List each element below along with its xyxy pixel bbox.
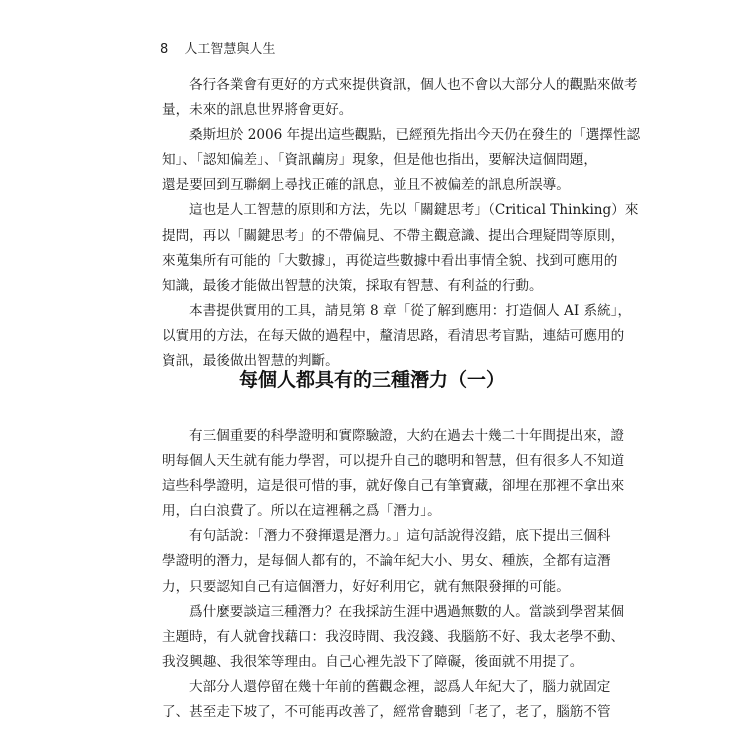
section-heading: 每個人都具有的三種潛力（一）	[238, 369, 505, 391]
text-line: 各行各業會有更好的方式來提供資訊，個人也不會以大部分人的觀點來做考	[189, 77, 638, 93]
text-line: 資訊，最後做出智慧的判斷。	[162, 353, 339, 370]
text-line: 知識，最後才能做出智慧的決策，採取有智慧、有利益的行動。	[162, 277, 543, 294]
running-header	[160, 38, 275, 57]
body-text-part2	[162, 424, 625, 725]
book-title: 人工智慧與人生	[184, 42, 276, 57]
text-line: 以實用的方法，在每天做的過程中，釐清思路，看清思考盲點，連結可應用的	[162, 327, 625, 344]
text-line: 來蒐集所有可能的「大數據」，再從這些數據中看出事情全貌、找到可應用的	[162, 252, 618, 269]
text-line: 有句話說：「潛力不發揮還是潛力。」這句話說得沒錯，底下提出三個科	[189, 528, 611, 545]
text-line: 爲什麼要談這三種潛力？在我採訪生涯中遇過無數的人。當談到學習某個	[189, 603, 624, 620]
text-line: 本書提供實用的工具，請見第 8 章「從了解到應用：打造個人 AI 系統」，	[189, 302, 632, 319]
text-line: 學證明的潛力，是每個人都有的，不論年紀大小、男女、種族，全都有這潛	[162, 553, 611, 570]
body-text-part1	[162, 73, 641, 374]
text-line: 明每個人天生就有能力學習，可以提升自己的聰明和智慧，但有很多人不知道	[162, 453, 625, 470]
text-line: 了、甚至走下坡了，不可能再改善了，經常會聽到「老了，老了，腦筋不管	[162, 704, 611, 721]
text-line: 桑斯坦於 2006 年提出這些觀點，已經預先指出今天仍在發生的「選擇性認	[189, 127, 641, 144]
text-line: 提問，再以「關鍵思考」的不帶偏見、不帶主觀意識、提出合理疑問等原則，	[162, 227, 625, 244]
text-line: 量，未來的訊息世界將會更好。	[162, 102, 353, 119]
text-line: 有三個重要的科學證明和實際驗證，大約在過去十幾二十年間提出來，證	[189, 428, 624, 444]
text-line: 這些科學證明，這是很可惜的事，就好像自己有筆寶藏，卻埋在那裡不拿出來	[162, 478, 625, 495]
text-line: 用，白白浪費了。所以在這裡稱之爲「潛力」。	[162, 503, 441, 520]
page-number: 8	[160, 42, 169, 57]
text-line: 這也是人工智慧的原則和方法，先以「關鍵思考」（Critical Thinking）來	[189, 202, 639, 219]
text-line: 主題時，有人就會找藉口：我沒時間、我沒錢、我腦筋不好、我太老學不動、	[162, 628, 625, 645]
text-line: 力，只要認知自己有這個潛力，好好利用它，就有無限發揮的可能。	[162, 578, 570, 595]
text-line: 知」、「認知偏差」、「資訊繭房」現象，但是他也指出，要解決這個問題，	[162, 152, 597, 169]
text-line: 我沒興趣、我很笨等理由。自己心裡先設下了障礙，後面就不用提了。	[162, 653, 584, 670]
text-line: 大部分人還停留在幾十年前的舊觀念裡，認爲人年紀大了，腦力就固定	[189, 678, 611, 695]
text-line: 還是要回到互聯網上尋找正確的訊息，並且不被偏差的訊息所誤導。	[162, 177, 570, 194]
